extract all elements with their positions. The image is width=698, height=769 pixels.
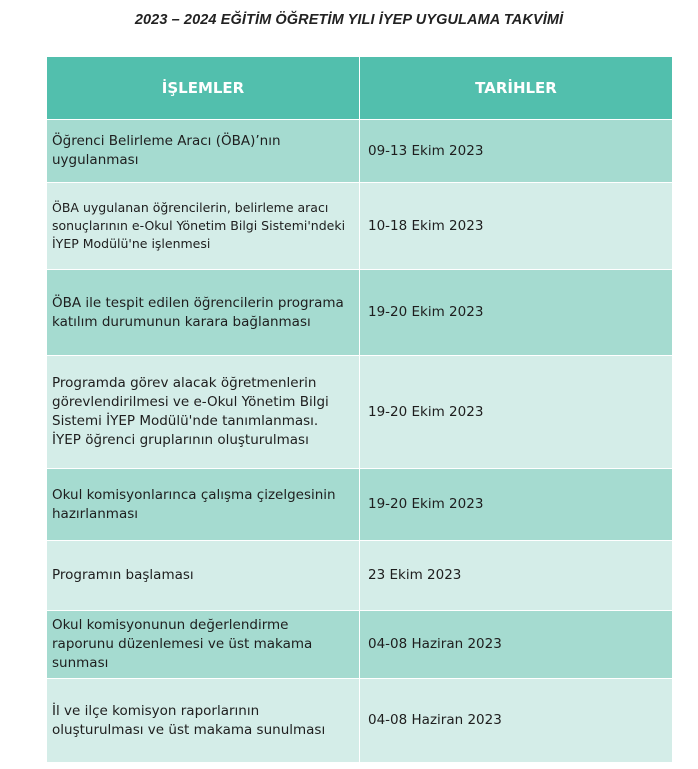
operation-cell: Öğrenci Belirleme Aracı (ÖBA)’nın uygulanması xyxy=(47,120,360,183)
header-operations: İŞLEMLER xyxy=(47,57,360,120)
operation-cell: Programın başlaması xyxy=(47,541,360,611)
operation-cell: Programda görev alacak öğretmenlerin görevlendirilmesi ve e-Okul Yönetim Bilgi Sistemi İYEP Modülü'nde tanımlanması. İYEP öğrenci gruplarının oluşturulması xyxy=(47,356,360,469)
operation-cell: Okul komisyonunun değerlendirme raporunu düzenlemesi ve üst makama sunması xyxy=(47,611,360,679)
table-row xyxy=(47,270,673,356)
schedule-table xyxy=(46,56,673,763)
header-dates: TARİHLER xyxy=(360,57,673,120)
table-header-row xyxy=(47,57,673,120)
date-cell: 19-20 Ekim 2023 xyxy=(360,270,673,356)
date-cell: 23 Ekim 2023 xyxy=(360,541,673,611)
table-row xyxy=(47,541,673,611)
date-cell: 19-20 Ekim 2023 xyxy=(360,469,673,541)
operation-cell: İl ve ilçe komisyon raporlarının oluşturulması ve üst makama sunulması xyxy=(47,679,360,763)
date-cell: 09-13 Ekim 2023 xyxy=(360,120,673,183)
table-row xyxy=(47,611,673,679)
date-cell: 04-08 Haziran 2023 xyxy=(360,679,673,763)
operation-cell: Okul komisyonlarınca çalışma çizelgesinin hazırlanması xyxy=(47,469,360,541)
operation-cell: ÖBA ile tespit edilen öğrencilerin programa katılım durumunun karara bağlanması xyxy=(47,270,360,356)
operation-cell: ÖBA uygulanan öğrencilerin, belirleme aracı sonuçlarının e-Okul Yönetim Bilgi Sistemi'ndeki İYEP Modülü'ne işlenmesi xyxy=(47,183,360,270)
date-cell: 10-18 Ekim 2023 xyxy=(360,183,673,270)
table-row xyxy=(47,356,673,469)
date-cell: 04-08 Haziran 2023 xyxy=(360,611,673,679)
page-title: 2023 – 2024 EĞİTİM ÖĞRETİM YILI İYEP UYGULAMA TAKVİMİ xyxy=(134,12,564,28)
date-cell: 19-20 Ekim 2023 xyxy=(360,356,673,469)
table-row xyxy=(47,183,673,270)
table-row xyxy=(47,679,673,763)
table-row xyxy=(47,120,673,183)
table-row xyxy=(47,469,673,541)
